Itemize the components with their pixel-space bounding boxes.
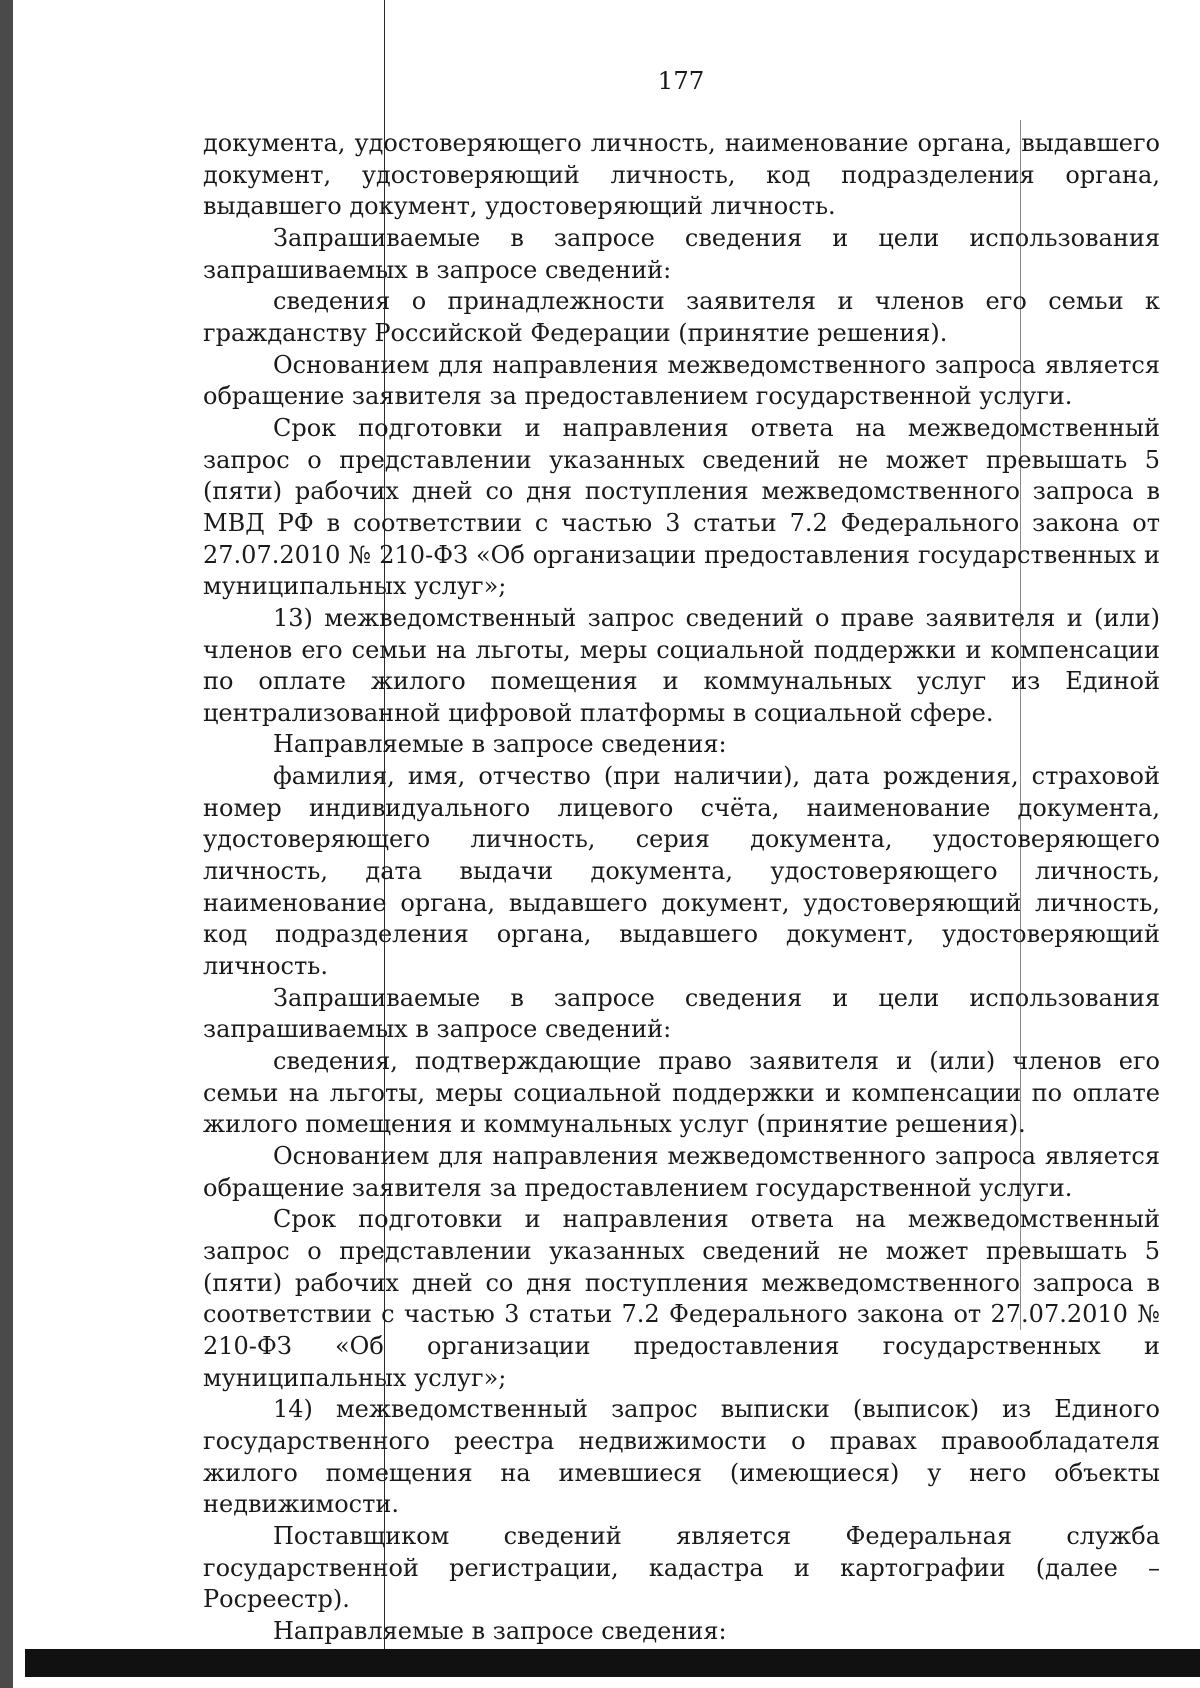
paragraph: Направляемые в запросе сведения: — [273, 1616, 727, 1645]
paragraph: Запрашиваемые в запросе сведения и цели использования запрашиваемых в запросе сведений: — [203, 223, 1160, 284]
page-number: 177 — [657, 66, 705, 95]
paragraph: Срок подготовки и направления ответа на межведомственный запрос о представлении указанных сведений не может превышать 5 (пяти) рабочих дней со дня поступления межведомственного запроса в соответствии с частью 3 статьи 7.2 Федерального закона от 27.07.2010 № 210-ФЗ «Об организации предоставления государственных и муниципальных услуг»; — [203, 1205, 1160, 1392]
paragraph: Запрашиваемые в запросе сведения и цели использования запрашиваемых в запросе сведений: — [203, 983, 1160, 1044]
paragraph: Основанием для направления межведомственного запроса является обращение заявителя за предоставлением государственной услуги. — [203, 350, 1160, 411]
paragraph: Поставщиком сведений является Федеральная служба государственной регистрации, кадастра и картографии (далее – Росреестр). — [203, 1521, 1160, 1614]
scan-edge-left — [0, 0, 13, 1688]
document-body — [203, 128, 1160, 1648]
paragraph: 14) межведомственный запрос выписки (выписок) из Единого государственного реестра недвижимости о правах правообладателя жилого помещения на имевшиеся (имеющиеся) у него объекты недвижимости. — [203, 1395, 1160, 1519]
paragraph: документа, удостоверяющего личность, наименование органа, выдавшего документ, удостоверяющий личность, код подразделения органа, выдавшего документ, удостоверяющий личность. — [203, 129, 1160, 221]
paragraph: фамилия, имя, отчество (при наличии), дата рождения, страховой номер индивидуального лицевого счёта, наименование документа, удостоверяющего личность, серия документа, удостоверяющего личность, дата выдачи документа, удостоверяющего личность, наименование органа, выдавшего документ, удостоверяющий личность, код подразделения органа, выдавшего документ, удостоверяющий личность. — [203, 762, 1160, 981]
paragraph: сведения, подтверждающие право заявителя и (или) членов его семьи на льготы, меры социальной поддержки и компенсации по оплате жилого помещения и коммунальных услуг (принятие решения). — [203, 1047, 1160, 1139]
paragraph: Основанием для направления межведомственного запроса является обращение заявителя за предоставлением государственной услуги. — [203, 1142, 1160, 1202]
scan-edge-bottom — [25, 1649, 1200, 1677]
paragraph: 13) межведомственный запрос сведений о праве заявителя и (или) членов его семьи на льготы, меры социальной поддержки и компенсации по оплате жилого помещения и коммунальных услуг из Единой централизованной цифровой платформы в социальной сфере. — [203, 603, 1160, 727]
paragraph: сведения о принадлежности заявителя и членов его семьи к гражданству Российской Федерации (принятие решения). — [203, 287, 1160, 347]
paragraph: Направляемые в запросе сведения: — [273, 730, 727, 759]
paragraph: Срок подготовки и направления ответа на межведомственный запрос о представлении указанных сведений не может превышать 5 (пяти) рабочих дней со дня поступления межведомственного запроса в МВД РФ в соответствии с частью 3 статьи 7.2 Федерального закона от 27.07.2010 № 210-ФЗ «Об организации предоставления государственных и муниципальных услуг»; — [203, 413, 1160, 601]
